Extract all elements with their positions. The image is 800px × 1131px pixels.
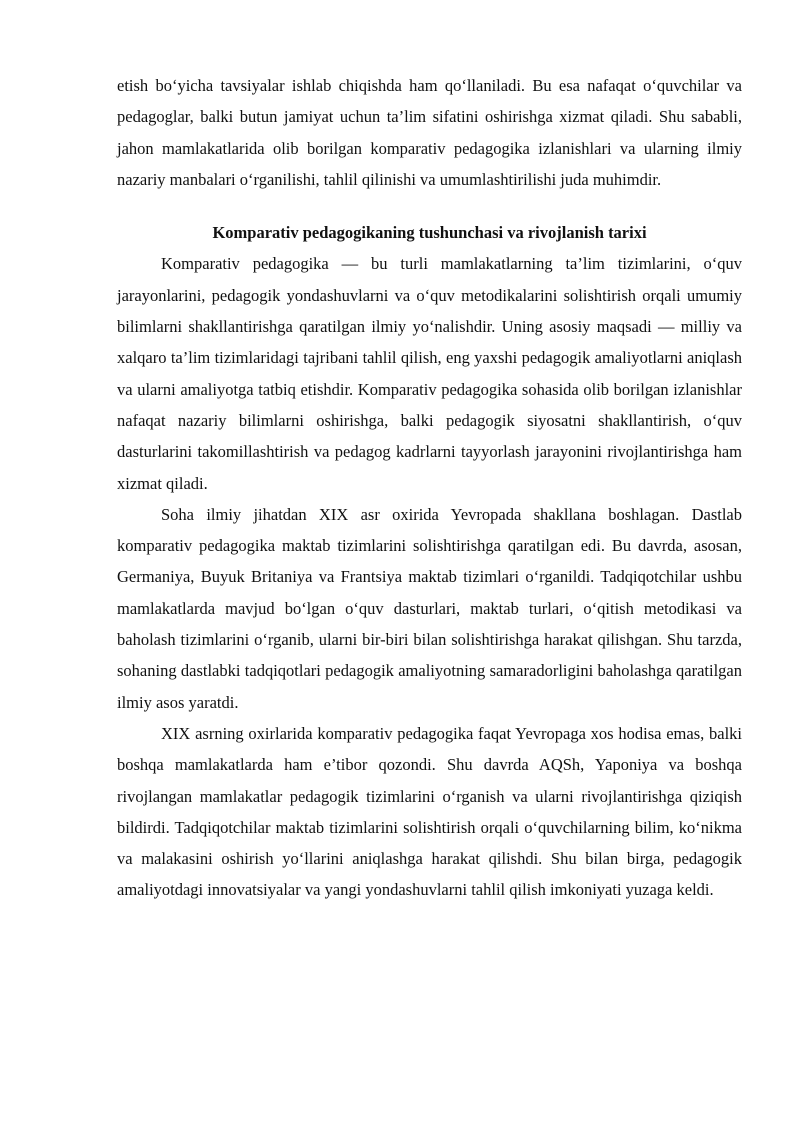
document-page	[117, 70, 742, 906]
body-paragraph-3: XIX asrning oxirlarida komparativ pedagogika faqat Yevropaga xos hodisa emas, balki boshqa mamlakatlarda ham e’tibor qozondi. Shu davrda AQSh, Yaponiya va boshqa rivojlangan mamlakatlar pedagogik tizimlarini o‘rganish va ularni rivojlantirishga qiziqish bildirdi. Tadqiqotchilar maktab tizimlarini solishtirish orqali o‘quvchilarning bilim, ko‘nikma va malakasini oshirish yo‘llarini aniqlashga harakat qilishdi. Shu bilan birga, pedagogik amaliyotdagi innovatsiyalar va yangi yondashuvlarni tahlil qilish imkoniyati yuzaga keldi.	[117, 723, 742, 900]
body-paragraph-2: Soha ilmiy jihatdan XIX asr oxirida Yevropada shakllana boshlagan. Dastlab komparativ pedagogika maktab tizimlarini solishtirishga qaratilgan edi. Bu davrda, asosan, Germaniya, Buyuk Britaniya va Frantsiya maktab tizimlari o‘rganildi. Tadqiqotchilar ushbu mamlakatlarda mavjud bo‘lgan o‘quv dasturlari, maktab turlari, o‘qitish metodikasi va baholash tizimlarini o‘rganib, ularni bir-biri bilan solishtirishga harakat qilishgan. Shu tarzda, sohaning dastlabki tadqiqotlari pedagogik amaliyotning samaradorligini baholashga qaratilgan ilmiy asos yaratdi.	[117, 504, 742, 712]
intro-paragraph: etish bo‘yicha tavsiyalar ishlab chiqishda ham qo‘llaniladi. Bu esa nafaqat o‘quvchilar va pedagoglar, balki butun jamiyat uchun ta’lim sifatini oshirishga xizmat qiladi. Shu sababli, jahon mamlakatlarida olib borilgan komparativ pedagogika izlanishlari va ularning ilmiy nazariy manbalari o‘rganilishi, tahlil qilinishi va umumlashtirilishi juda muhimdir.	[117, 76, 742, 189]
section-heading: Komparativ pedagogikaning tushunchasi va rivojlanish tarixi	[212, 223, 647, 243]
body-paragraph-1: Komparativ pedagogika — bu turli mamlakatlarning ta’lim tizimlarini, o‘quv jarayonlarini, pedagogik yondashuvlarni va o‘quv metodikalarini solishtirish orqali umumiy bilimlarni shakllantirishga qaratilgan ilmiy yo‘nalishdir. Uning asosiy maqsadi — milliy va xalqaro ta’lim tizimlaridagi tajribani tahlil qilish, eng yaxshi pedagogik amaliyotlarni aniqlash va ularni amaliyotga tatbiq etishdir. Komparativ pedagogika sohasida olib borilgan izlanishlar nafaqat nazariy bilimlarni oshirishga, balki pedagogik siyosatni shakllantirish, o‘quv dasturlarini takomillashtirish va pedagog kadrlarni tayyorlash jarayonini rivojlantirishga ham xizmat qiladi.	[117, 254, 742, 493]
